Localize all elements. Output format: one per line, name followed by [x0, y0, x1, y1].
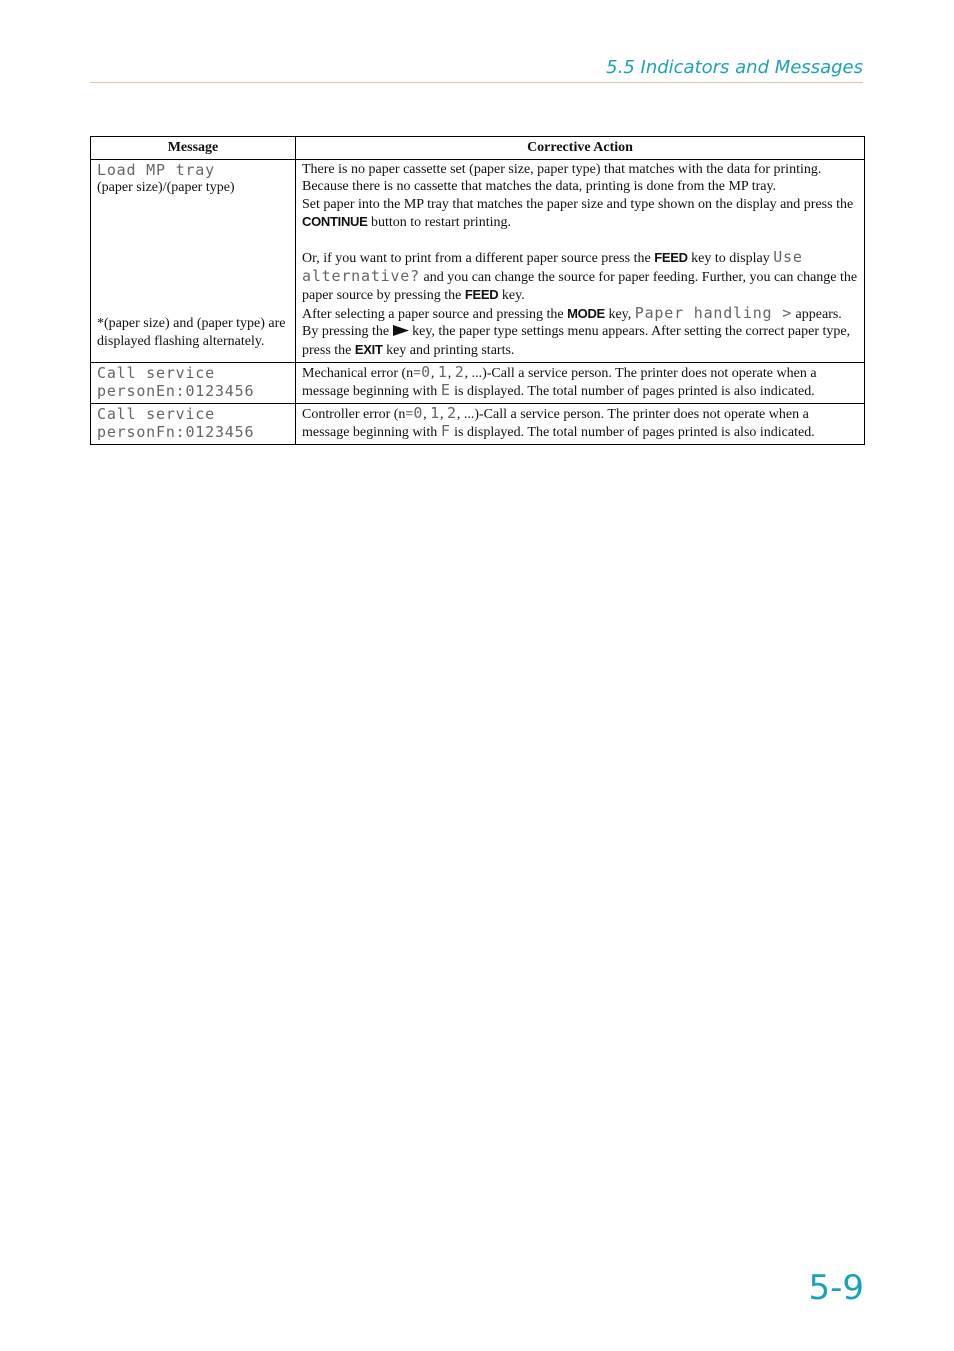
text-run: key.: [498, 288, 525, 304]
continue-key-label: CONTINUE: [302, 214, 368, 230]
lcd-letter: F: [440, 422, 451, 441]
feed-key-label: FEED: [464, 287, 499, 303]
mode-key-label: MODE: [567, 305, 605, 321]
message-note: *(paper size) and (paper type) are displayed flashing alternately.: [97, 316, 286, 349]
spacer: [302, 232, 858, 249]
page-number: 5-9: [808, 1268, 864, 1308]
text-run: key,: [604, 306, 635, 322]
text-run: key, the paper type settings menu appears. After setting the correct paper type, press the: [302, 324, 851, 358]
lcd-message-line1: Call service: [97, 404, 215, 423]
lcd-paper-handling: Paper handling >: [634, 303, 793, 322]
feed-key-label: FEED: [654, 249, 688, 265]
lcd-digit: 0: [413, 403, 424, 422]
text-run: ,: [440, 406, 447, 422]
lcd-digit: 1: [430, 403, 440, 422]
lcd-digit: 1: [437, 362, 448, 381]
column-header-action: Corrective Action: [296, 137, 865, 160]
lcd-message-line2: personEn:0123456: [97, 381, 255, 400]
text-run: key to display: [687, 250, 774, 266]
table-row: [91, 403, 865, 444]
lcd-message-line1: Call service: [97, 363, 215, 382]
message-param: (paper size)/(paper type): [97, 179, 235, 195]
action-cell: [296, 159, 865, 362]
text-run: Or, if you want to print from a different paper source press the: [302, 250, 655, 266]
text-run: Set paper into the MP tray that matches the paper size and type shown on the display and press the: [302, 196, 854, 212]
lcd-digit: 2: [447, 403, 457, 422]
action-cell: [296, 403, 865, 444]
table-row: [91, 362, 865, 403]
action-text: Because there is no cassette that matches the data, printing is done from the MP tray.: [302, 179, 777, 195]
action-text: [302, 305, 858, 360]
lcd-message: Load MP tray: [97, 160, 215, 179]
action-text: [302, 249, 858, 305]
table-row: [91, 159, 865, 362]
text-run: After selecting a paper source and pressing the: [302, 306, 568, 322]
text-run: ,: [423, 406, 431, 422]
column-header-message: Message: [91, 137, 296, 160]
message-table: [90, 136, 865, 445]
text-run: , ...)-Call a service person. The printer does not operate when a message beginning with: [302, 365, 817, 400]
message-cell: [91, 159, 296, 362]
text-run: , ...)-Call a service person. The printer does not operate when a message beginning with: [302, 406, 809, 441]
text-run: is displayed. The total number of pages printed is also indicated.: [450, 384, 815, 400]
lcd-digit: 2: [454, 362, 465, 381]
right-triangle-icon: [393, 325, 409, 336]
action-text: [302, 196, 858, 232]
text-run: appears. By pressing the: [302, 306, 842, 340]
lcd-use-alternative: Use alternative?: [302, 247, 803, 285]
message-cell: [91, 403, 296, 444]
lcd-digit: 0: [421, 362, 431, 381]
action-cell: [296, 362, 865, 403]
message-cell: [91, 362, 296, 403]
action-text: There is no paper cassette set (paper size, paper type) that matches with the data for printing.: [302, 161, 822, 177]
text-run: Mechanical error (n=: [302, 365, 422, 381]
section-title: 5.5 Indicators and Messages: [606, 57, 863, 78]
text-run: and you can change the source for paper feeding. Further, you can change the paper source by pressing the: [302, 269, 858, 304]
text-run: ,: [447, 365, 455, 381]
text-run: key and printing starts.: [382, 342, 515, 358]
exit-key-label: EXIT: [354, 341, 383, 357]
table-header-row: [91, 137, 865, 160]
text-run: Controller error (n=: [302, 406, 414, 422]
text-run: ,: [430, 365, 438, 381]
lcd-message-line2: personFn:0123456: [97, 422, 255, 441]
lcd-letter: E: [440, 381, 451, 400]
header-rule: [90, 82, 863, 83]
text-run: is displayed. The total number of pages printed is also indicated.: [450, 425, 815, 441]
text-run: button to restart printing.: [367, 215, 511, 231]
